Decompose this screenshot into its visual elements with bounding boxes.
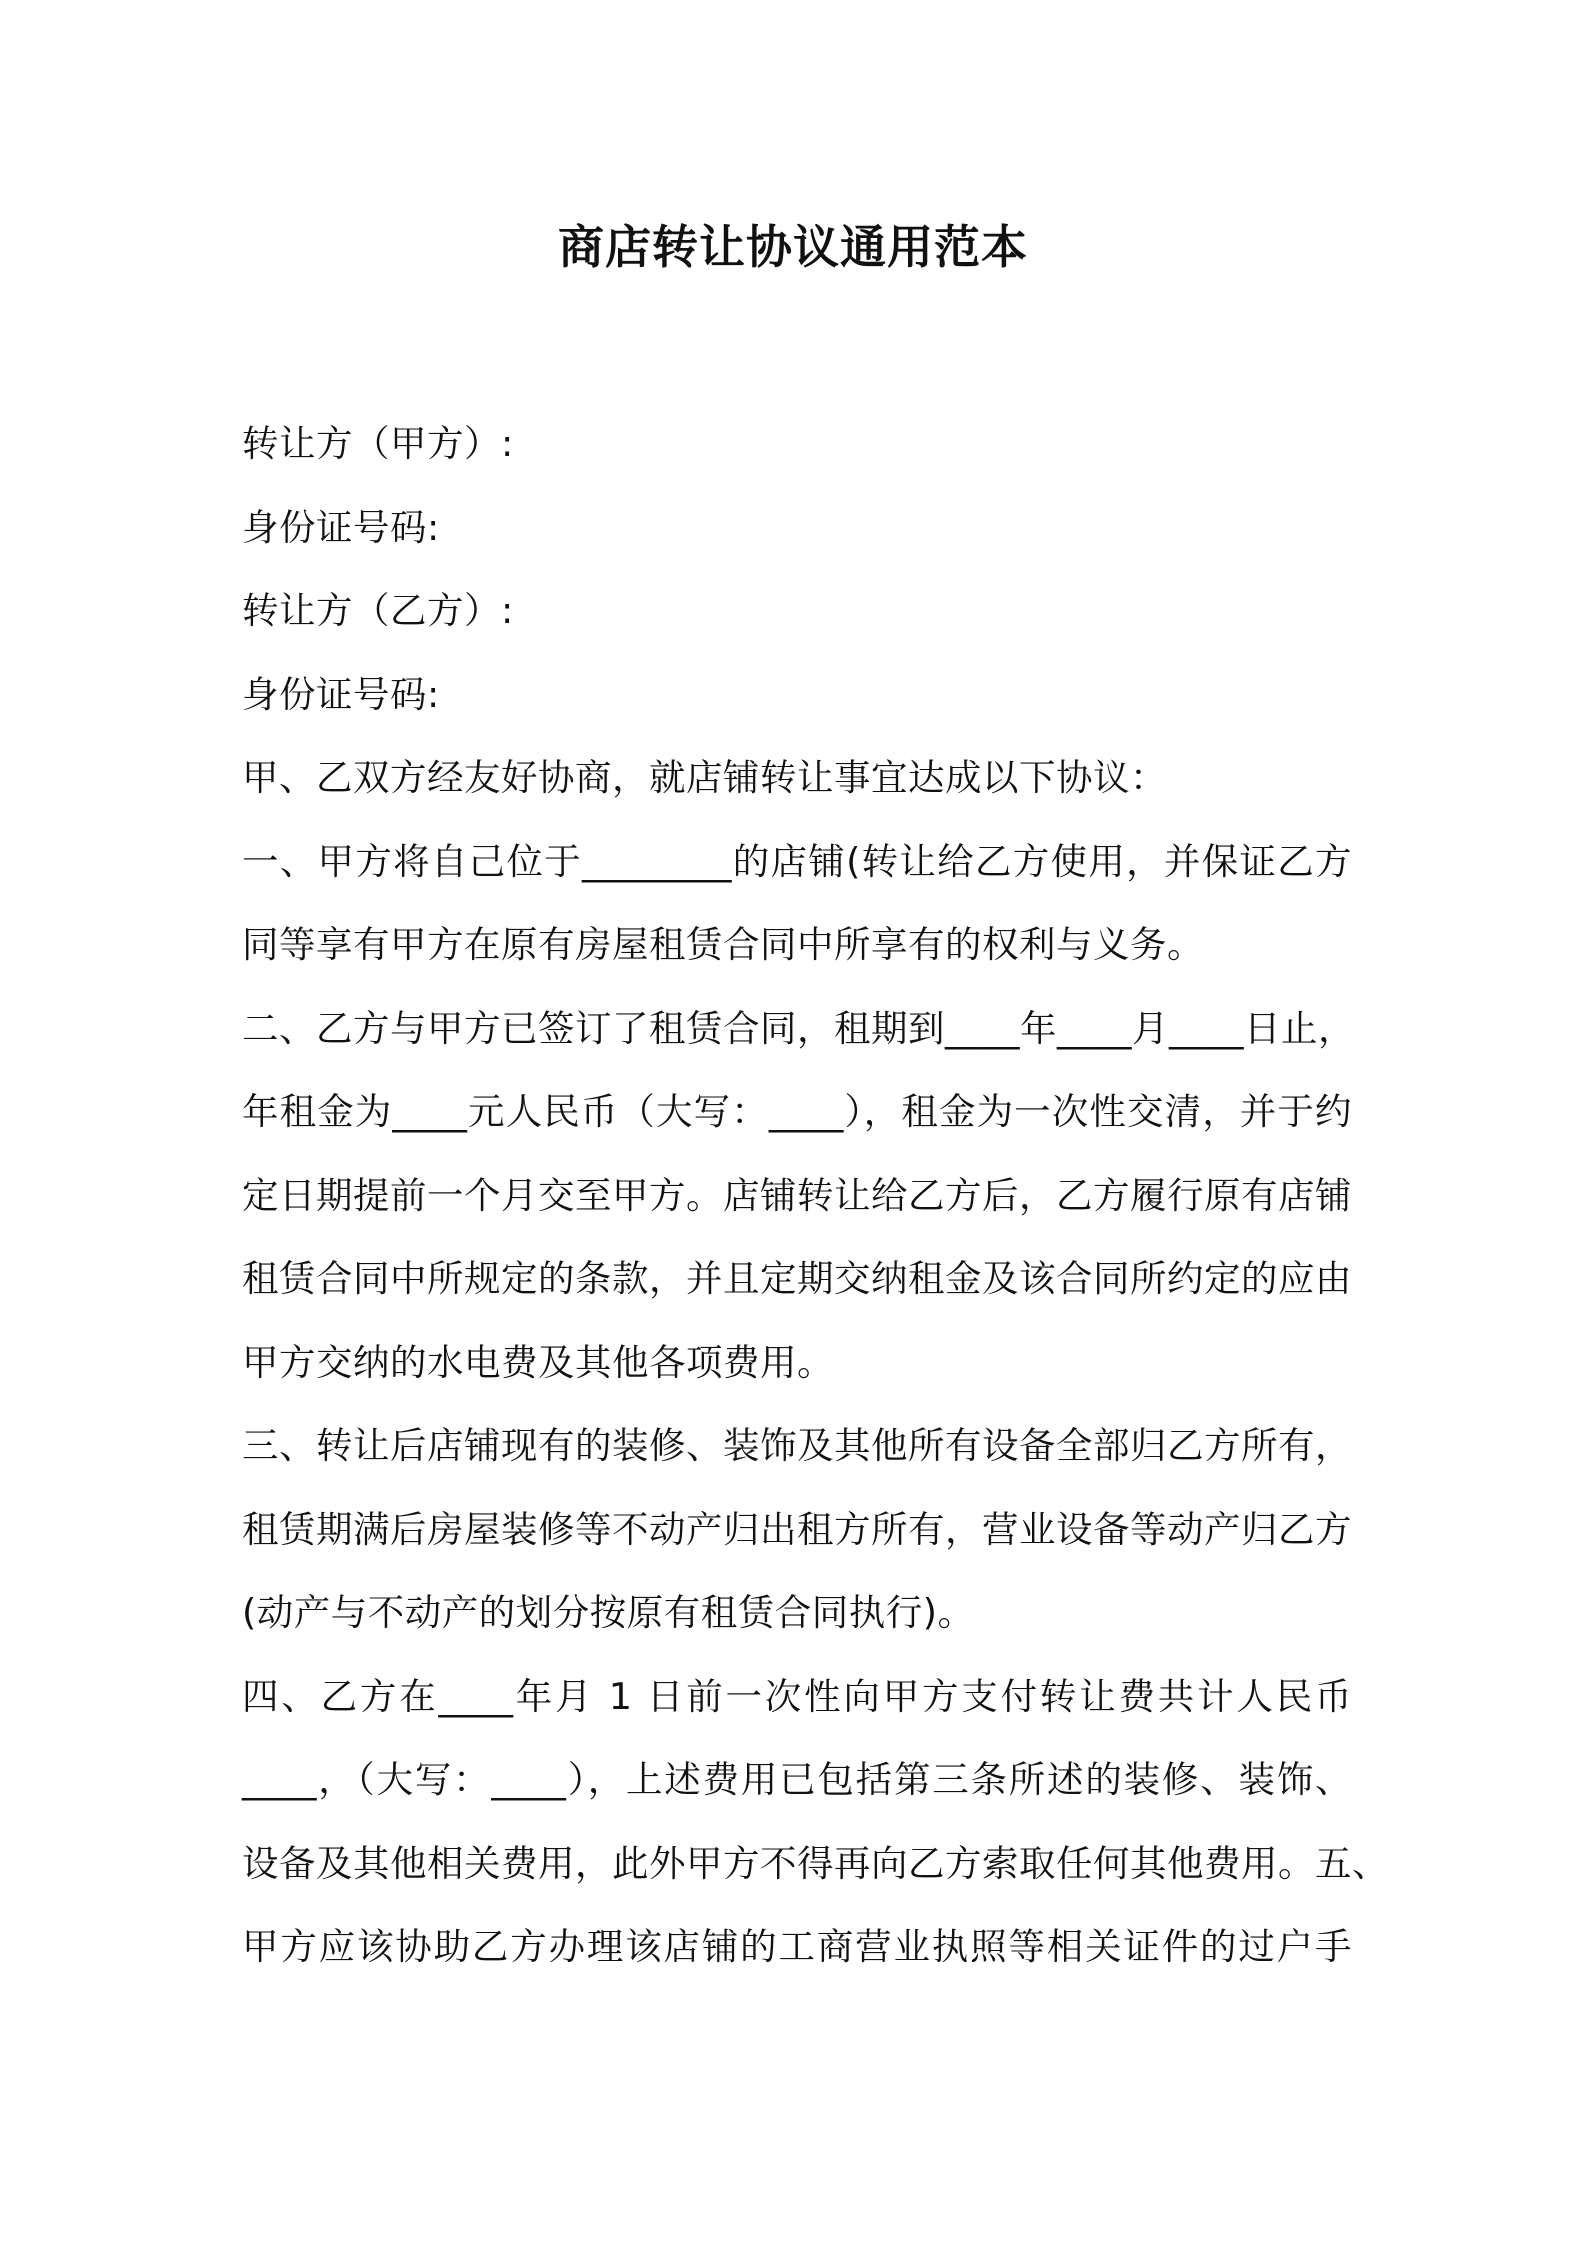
clause-2-line: 定日期提前一个月交至甲方。店铺转让给乙方后，乙方履行原有店铺 — [242, 1173, 1352, 1217]
clause-1-line: 一、甲方将自己位于________的店铺(转让给乙方使用，并保证乙方 — [242, 839, 1352, 883]
document-body — [242, 402, 1389, 1989]
clause-3-line: 租赁期满后房屋装修等不动产归出租方所有，营业设备等动产归乙方 — [242, 1507, 1352, 1551]
clause-2-line: 年租金为____元人民币（大写：____），租金为一次性交清，并于约 — [242, 1090, 1352, 1133]
clause-4-line: 四、乙方在____年月 1 日前一次性向甲方支付转让费共计人民币 — [242, 1674, 1352, 1718]
clause-1-line: 同等享有甲方在原有房屋租赁合同中所享有的权利与义务。 — [242, 923, 1204, 966]
clause-5-line: 甲方应该协助乙方办理该店铺的工商营业执照等相关证件的过户手 — [242, 1925, 1352, 1968]
clause-2-line: 甲方交纳的水电费及其他各项费用。 — [242, 1340, 834, 1384]
clause-3-line: 三、转让后店铺现有的装修、装饰及其他所有设备全部归乙方所有， — [242, 1424, 1352, 1467]
party-a-line: 转让方（甲方）: — [242, 422, 514, 465]
preamble-line: 甲、乙双方经友好协商，就店铺转让事宜达成以下协议： — [242, 756, 1167, 799]
page-title: 商店转让协议通用范本 — [558, 220, 1028, 274]
party-b-id-line: 身份证号码: — [242, 672, 440, 716]
clause-4-line: ____，（大写：____），上述费用已包括第三条所述的装修、装饰、 — [242, 1758, 1352, 1801]
party-b-line: 转让方（乙方）: — [242, 589, 514, 632]
clause-4-line: 设备及其他相关费用，此外甲方不得再向乙方索取任何其他费用。五、 — [242, 1841, 1389, 1885]
party-a-id-line: 身份证号码: — [242, 505, 440, 549]
clause-2-line: 租赁合同中所规定的条款，并且定期交纳租金及该合同所约定的应由 — [242, 1257, 1352, 1300]
clause-3-line: (动产与不动产的划分按原有租赁合同执行)。 — [242, 1591, 975, 1634]
clause-2-line: 二、乙方与甲方已签订了租赁合同，租期到____年____月____日止， — [242, 1006, 1355, 1050]
